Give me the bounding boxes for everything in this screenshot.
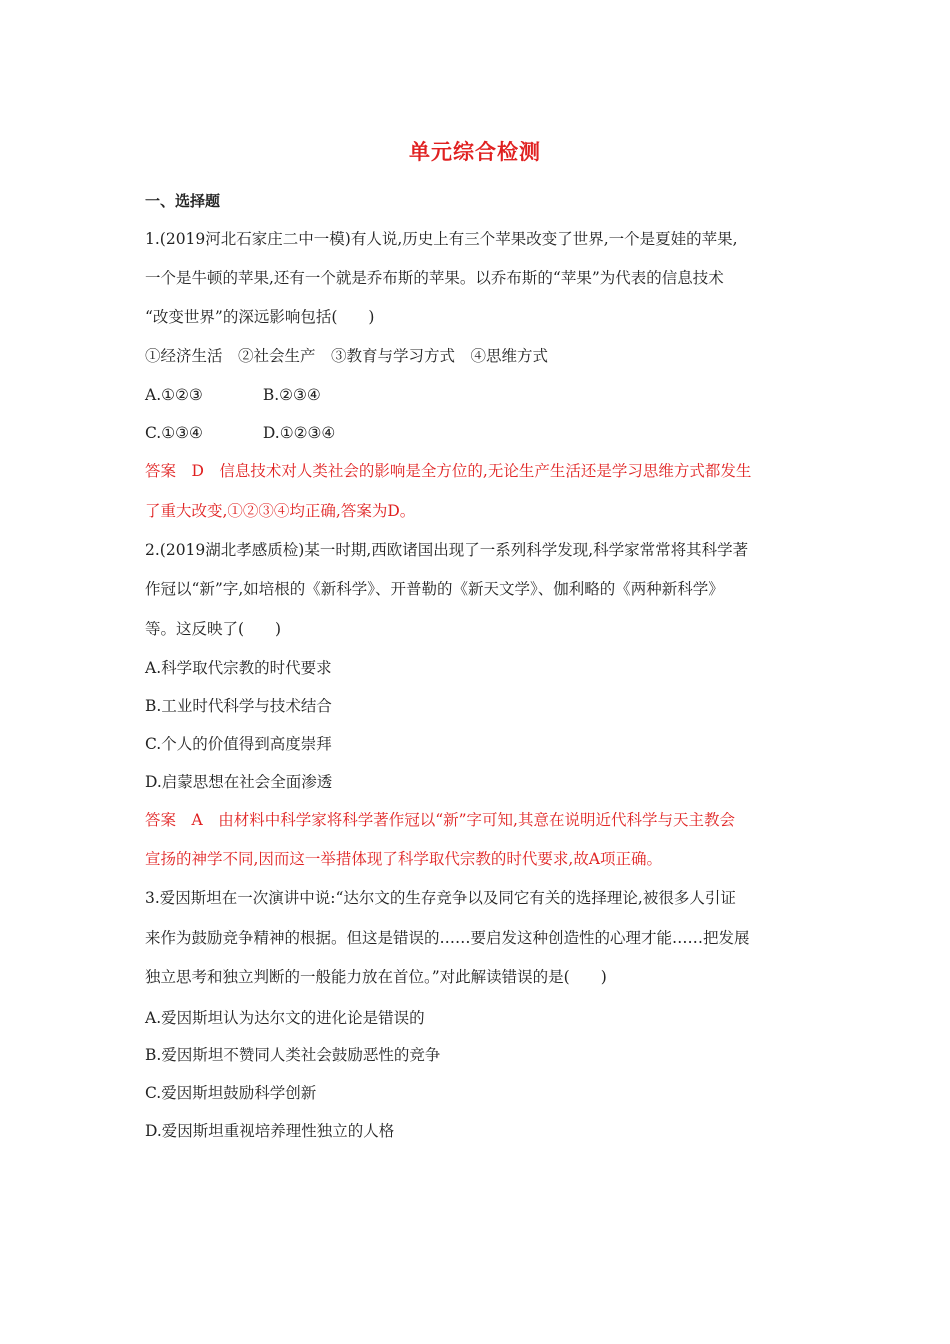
q1-option-d: D.①②③④ — [262, 424, 336, 442]
q1-option-c: C.①③④ — [145, 424, 203, 442]
q3-option-b: B.爱因斯坦不赞同人类社会鼓励恶性的竞争 — [145, 1046, 441, 1064]
q3-stem-line-2: 来作为鼓励竞争精神的根据。但这是错误的……要启发这种创造性的心理才能……把发展 — [145, 929, 750, 947]
q1-answer-line-1: 答案 D 信息技术对人类社会的影响是全方位的,无论生产生活还是学习思维方式都发生 — [145, 462, 752, 480]
q1-stem-line-3: “改变世界”的深远影响包括( ) — [145, 308, 375, 326]
q2-answer-line-1: 答案 A 由材料中科学家将科学著作冠以“新”字可知,其意在说明近代科学与天主教会 — [145, 811, 735, 829]
q1-answer-line-2: 了重大改变,①②③④均正确,答案为D。 — [145, 502, 416, 520]
q2-stem-line-1: 2.(2019湖北孝感质检)某一时期,西欧诸国出现了一系列科学发现,科学家常常将其科学著 — [145, 541, 749, 559]
q2-stem-line-2: 作冠以“新”字,如培根的《新科学》、开普勒的《新天文学》、伽利略的《两种新科学》 — [145, 580, 724, 598]
q2-option-b: B.工业时代科学与技术结合 — [145, 697, 332, 715]
q2-option-a: A.科学取代宗教的时代要求 — [145, 659, 332, 677]
page-title: 单元综合检测 — [409, 140, 541, 164]
q1-stem-line-1: 1.(2019河北石家庄二中一模)有人说,历史上有三个苹果改变了世界,一个是夏娃的苹果, — [145, 230, 738, 248]
q2-option-c: C.个人的价值得到高度崇拜 — [145, 735, 332, 753]
q3-stem-line-3: 独立思考和独立判断的一般能力放在首位。”对此解读错误的是( ) — [145, 968, 607, 986]
q3-option-c: C.爱因斯坦鼓励科学创新 — [145, 1084, 317, 1102]
q2-option-d: D.启蒙思想在社会全面渗透 — [145, 773, 333, 791]
q1-options-row-2 — [145, 423, 825, 443]
q1-option-a: A.①②③ — [145, 386, 203, 404]
section-heading: 一、选择题 — [145, 192, 221, 210]
q1-stem-line-2: 一个是牛顿的苹果,还有一个就是乔布斯的苹果。以乔布斯的“苹果”为代表的信息技术 — [145, 269, 724, 287]
q3-option-a: A.爱因斯坦认为达尔文的进化论是错误的 — [145, 1009, 425, 1027]
q3-stem-line-1: 3.爱因斯坦在一次演讲中说:“达尔文的生存竞争以及同它有关的选择理论,被很多人引证 — [145, 889, 736, 907]
q3-option-d: D.爱因斯坦重视培养理性独立的人格 — [145, 1122, 395, 1140]
q1-items-line: ①经济生活 ②社会生产 ③教育与学习方式 ④思维方式 — [145, 347, 549, 365]
q1-options-row-1 — [145, 385, 825, 405]
q1-option-b: B.②③④ — [262, 386, 321, 404]
q2-stem-line-3: 等。这反映了( ) — [145, 620, 282, 638]
q2-answer-line-2: 宣扬的神学不同,因而这一举措体现了科学取代宗教的时代要求,故A项正确。 — [145, 850, 663, 868]
